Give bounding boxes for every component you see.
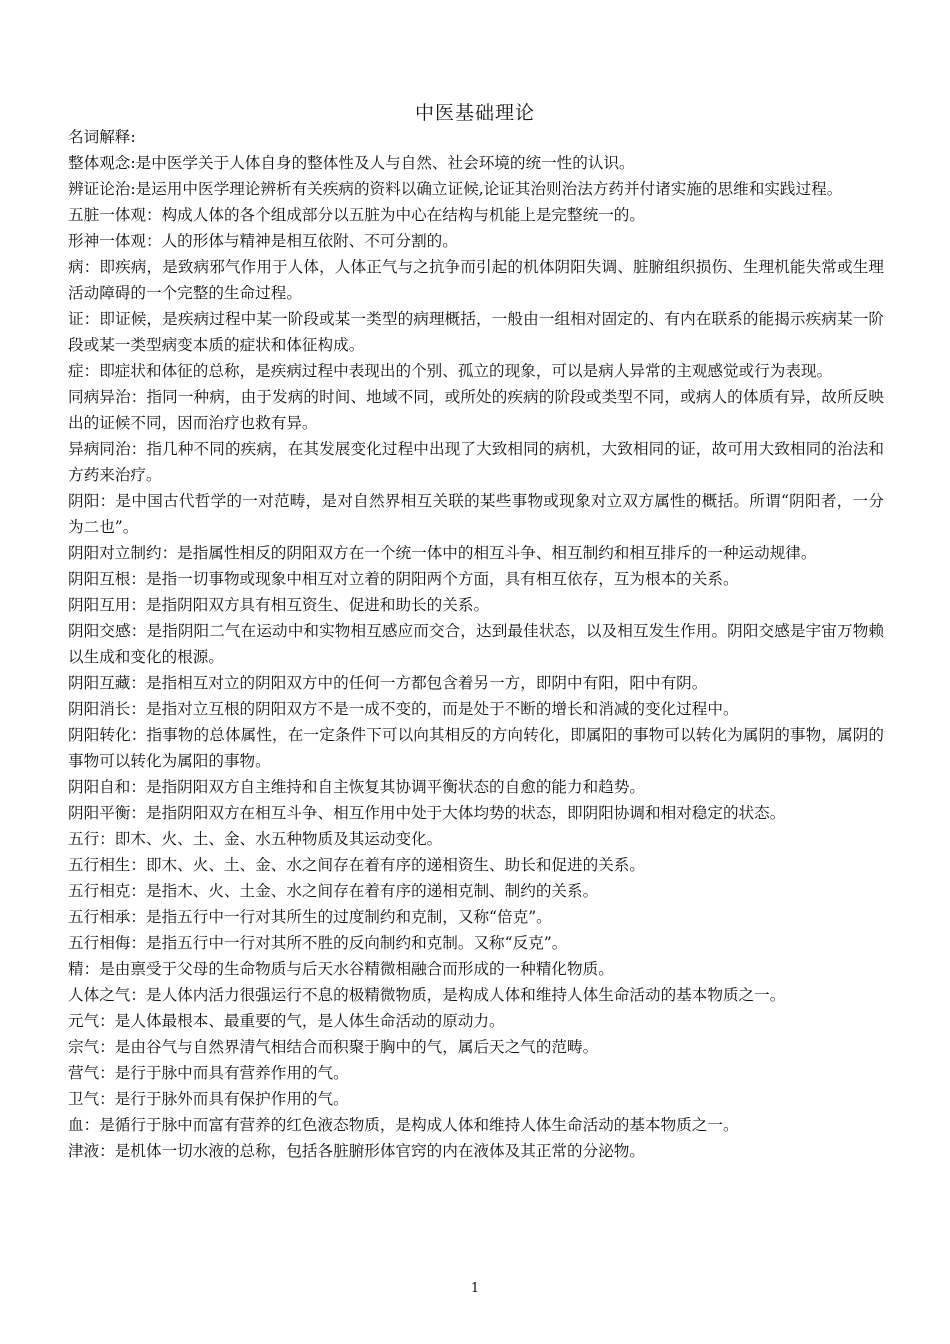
term-definition: 五脏一体观：构成人体的各个组成部分以五脏为中心在结构与机能上是完整统一的。 [68,206,645,224]
term-definition: 症：即症状和体征的总称，是疾病过程中表现出的个别、孤立的现象，可以是病人异常的主观感觉或行为表现。 [68,362,833,380]
document-body [68,124,884,1164]
term-definition: 五行相侮：是指五行中一行对其所不胜的反向制约和克制。又称“反克”。 [68,934,568,952]
term-definition: 病：即疾病，是致病邪气作用于人体，人体正气与之抗争而引起的机体阴阳失调、脏腑组织损伤、生理机能失常或生理活动障碍的一个完整的生命过程。 [68,258,884,302]
term-definition: 营气：是行于脉中而具有营养作用的气。 [68,1064,349,1082]
term-definition: 阴阳转化：指事物的总体属性，在一定条件下可以向其相反的方向转化，即属阳的事物可以转化为属阴的事物，属阴的事物可以转化为属阳的事物。 [68,726,884,770]
term-definition: 异病同治：指几种不同的疾病，在其发展变化过程中出现了大致相同的病机，大致相同的证，故可用大致相同的治法和方药来治疗。 [68,440,884,484]
term-definition: 阴阳：是中国古代哲学的一对范畴，是对自然界相互关联的某些事物或现象对立双方属性的概括。所谓“阴阳者，一分为二也”。 [68,492,884,536]
term-definition: 阴阳消长：是指对立互根的阴阳双方不是一成不变的，而是处于不断的增长和消减的变化过程中。 [68,700,739,718]
term-definition: 整体观念:是中医学关于人体自身的整体性及人与自然、社会环境的统一性的认识。 [68,154,635,172]
term-definition: 五行：即木、火、土、金、水五种物质及其运动变化。 [68,830,443,848]
term-definition: 阴阳对立制约：是指属性相反的阴阳双方在一个统一体中的相互斗争、相互制约和相互排斥的一种运动规律。 [68,544,817,562]
term-definition: 精：是由禀受于父母的生命物质与后天水谷精微相融合而形成的一种精化物质。 [68,960,614,978]
term-definition: 五行相克：是指木、火、土金、水之间存在着有序的递相克制、制约的关系。 [68,882,599,900]
page-number: 1 [470,1281,480,1296]
term-definition: 卫气：是行于脉外而具有保护作用的气。 [68,1090,349,1108]
term-definition: 形神一体观：人的形体与精神是相互依附、不可分割的。 [68,232,458,250]
term-definition: 辨证论治:是运用中医学理论辨析有关疾病的资料以确立证候,论证其治则治法方药并付诸实施的思维和实践过程。 [68,180,843,198]
term-definition: 元气：是人体最根本、最重要的气，是人体生命活动的原动力。 [68,1012,505,1030]
section-heading: 名词解释: [68,128,136,146]
term-definition: 阴阳自和：是指阴阳双方自主维持和自主恢复其协调平衡状态的自愈的能力和趋势。 [68,778,645,796]
term-definition: 同病异治：指同一种病，由于发病的时间、地域不同，或所处的疾病的阶段或类型不同，或病人的体质有异，故所反映出的证候不同，因而治疗也救有异。 [68,388,884,432]
term-definition: 人体之气：是人体内活力很强运行不息的极精微物质，是构成人体和维持人体生命活动的基本物质之一。 [68,986,786,1004]
page-title: 中医基础理论 [414,102,535,124]
term-definition: 宗气：是由谷气与自然界清气相结合而积聚于胸中的气，属后天之气的范畴。 [68,1038,599,1056]
term-definition: 阴阳互用：是指阴阳双方具有相互资生、促进和助长的关系。 [68,596,490,614]
term-definition: 阴阳交感：是指阴阳二气在运动中和实物相互感应而交合，达到最佳状态，以及相互发生作用。阴阳交感是宇宙万物赖以生成和变化的根源。 [68,622,884,666]
term-definition: 阴阳互藏：是指相互对立的阴阳双方中的任何一方都包含着另一方，即阴中有阳，阳中有阴。 [68,674,708,692]
term-definition: 五行相生：即木、火、土、金、水之间存在着有序的递相资生、助长和促进的关系。 [68,856,645,874]
term-definition: 津液：是机体一切水液的总称，包括各脏腑形体官窍的内在液体及其正常的分泌物。 [68,1142,645,1160]
term-definition: 五行相承：是指五行中一行对其所生的过度制约和克制，又称“倍克”。 [68,908,552,926]
term-definition: 阴阳平衡：是指阴阳双方在相互斗争、相互作用中处于大体均势的状态，即阴阳协调和相对稳定的状态。 [68,804,786,822]
term-definition: 血：是循行于脉中而富有营养的红色液态物质，是构成人体和维持人体生命活动的基本物质之一。 [68,1116,739,1134]
term-definition: 证：即证候，是疾病过程中某一阶段或某一类型的病理概括，一般由一组相对固定的、有内在联系的能揭示疾病某一阶段或某一类型病变本质的症状和体征构成。 [68,310,884,354]
term-definition: 阴阳互根：是指一切事物或现象中相互对立着的阴阳两个方面，具有相互依存，互为根本的关系。 [68,570,739,588]
